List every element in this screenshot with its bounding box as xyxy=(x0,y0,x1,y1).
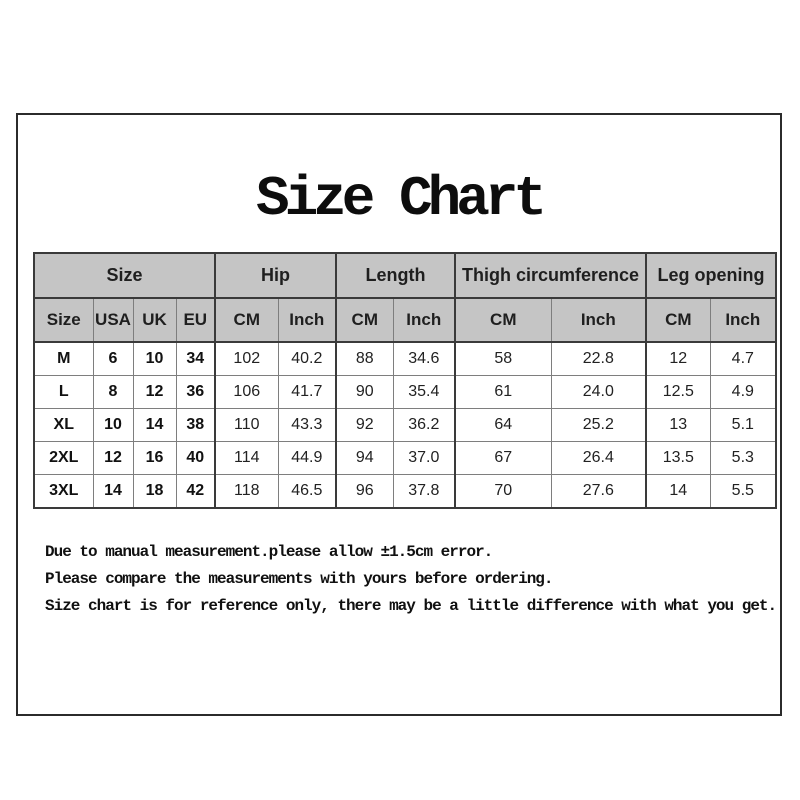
table-cell: 3XL xyxy=(34,475,93,509)
notes-block xyxy=(45,539,776,620)
table-cell: 24.0 xyxy=(551,376,646,409)
table-cell: 88 xyxy=(336,342,393,376)
table-cell: 2XL xyxy=(34,442,93,475)
column-header-0-size: Size xyxy=(34,298,93,342)
table-cell: 37.8 xyxy=(393,475,455,509)
table-cell: 5.3 xyxy=(710,442,776,475)
table-cell: 4.9 xyxy=(710,376,776,409)
table-cell: L xyxy=(34,376,93,409)
table-cell: 36 xyxy=(176,376,215,409)
table-cell: 12 xyxy=(93,442,133,475)
column-header-11-inch: Inch xyxy=(710,298,776,342)
group-header-thigh-circumference: Thigh circumference xyxy=(455,253,646,298)
table-cell: 70 xyxy=(455,475,551,509)
table-cell: 64 xyxy=(455,409,551,442)
table-cell: 18 xyxy=(133,475,176,509)
table-header xyxy=(34,253,776,342)
table-cell: 25.2 xyxy=(551,409,646,442)
column-header-row xyxy=(34,298,776,342)
table-cell: 92 xyxy=(336,409,393,442)
table-cell: 12.5 xyxy=(646,376,710,409)
table-cell: 8 xyxy=(93,376,133,409)
group-header-hip: Hip xyxy=(215,253,336,298)
table-cell: 40.2 xyxy=(278,342,336,376)
table-row-l xyxy=(34,376,776,409)
table-cell: 10 xyxy=(93,409,133,442)
column-header-5-inch: Inch xyxy=(278,298,336,342)
table-cell: 106 xyxy=(215,376,278,409)
table-cell: 22.8 xyxy=(551,342,646,376)
size-chart-table xyxy=(33,252,777,509)
table-cell: 13.5 xyxy=(646,442,710,475)
table-row-xl xyxy=(34,409,776,442)
table-cell: 46.5 xyxy=(278,475,336,509)
table-cell: 12 xyxy=(646,342,710,376)
table-cell: 41.7 xyxy=(278,376,336,409)
group-header-length: Length xyxy=(336,253,455,298)
table-cell: 61 xyxy=(455,376,551,409)
table-cell: 16 xyxy=(133,442,176,475)
note-line-compare-measurements: Please compare the measurements with yours before ordering. xyxy=(45,570,553,588)
table-cell: 35.4 xyxy=(393,376,455,409)
table-cell: 90 xyxy=(336,376,393,409)
note-line-measurement-error: Due to manual measurement.please allow ±1.5cm error. xyxy=(45,543,493,561)
table-cell: 94 xyxy=(336,442,393,475)
table-cell: 6 xyxy=(93,342,133,376)
column-header-1-usa: USA xyxy=(93,298,133,342)
table-cell: 14 xyxy=(93,475,133,509)
table-body xyxy=(34,342,776,508)
table-cell: 12 xyxy=(133,376,176,409)
column-header-8-cm: CM xyxy=(455,298,551,342)
table-cell: 58 xyxy=(455,342,551,376)
table-cell: 34 xyxy=(176,342,215,376)
table-cell: 10 xyxy=(133,342,176,376)
table-cell: 14 xyxy=(646,475,710,509)
table-cell: 34.6 xyxy=(393,342,455,376)
column-header-4-cm: CM xyxy=(215,298,278,342)
column-header-2-uk: UK xyxy=(133,298,176,342)
content-frame xyxy=(16,113,782,716)
table-cell: 110 xyxy=(215,409,278,442)
table-cell: 42 xyxy=(176,475,215,509)
table-cell: XL xyxy=(34,409,93,442)
table-cell: M xyxy=(34,342,93,376)
group-header-size: Size xyxy=(34,253,215,298)
table-cell: 4.7 xyxy=(710,342,776,376)
table-cell: 43.3 xyxy=(278,409,336,442)
table-cell: 5.5 xyxy=(710,475,776,509)
column-header-9-inch: Inch xyxy=(551,298,646,342)
table-cell: 114 xyxy=(215,442,278,475)
table-row-2xl xyxy=(34,442,776,475)
table-cell: 38 xyxy=(176,409,215,442)
table-cell: 27.6 xyxy=(551,475,646,509)
table-cell: 14 xyxy=(133,409,176,442)
table-cell: 44.9 xyxy=(278,442,336,475)
table-row-m xyxy=(34,342,776,376)
table-cell: 5.1 xyxy=(710,409,776,442)
table-cell: 13 xyxy=(646,409,710,442)
column-header-7-inch: Inch xyxy=(393,298,455,342)
table-cell: 102 xyxy=(215,342,278,376)
table-cell: 96 xyxy=(336,475,393,509)
page-title: Size Chart xyxy=(255,167,543,231)
table-cell: 26.4 xyxy=(551,442,646,475)
column-header-10-cm: CM xyxy=(646,298,710,342)
table-row-3xl xyxy=(34,475,776,509)
table-cell: 36.2 xyxy=(393,409,455,442)
table-cell: 118 xyxy=(215,475,278,509)
column-header-3-eu: EU xyxy=(176,298,215,342)
group-header-leg-opening: Leg opening xyxy=(646,253,776,298)
note-line-reference-only: Size chart is for reference only, there may be a little difference with what you get. xyxy=(45,597,777,615)
table-cell: 40 xyxy=(176,442,215,475)
table-cell: 67 xyxy=(455,442,551,475)
column-header-6-cm: CM xyxy=(336,298,393,342)
group-header-row xyxy=(34,253,776,298)
table-cell: 37.0 xyxy=(393,442,455,475)
